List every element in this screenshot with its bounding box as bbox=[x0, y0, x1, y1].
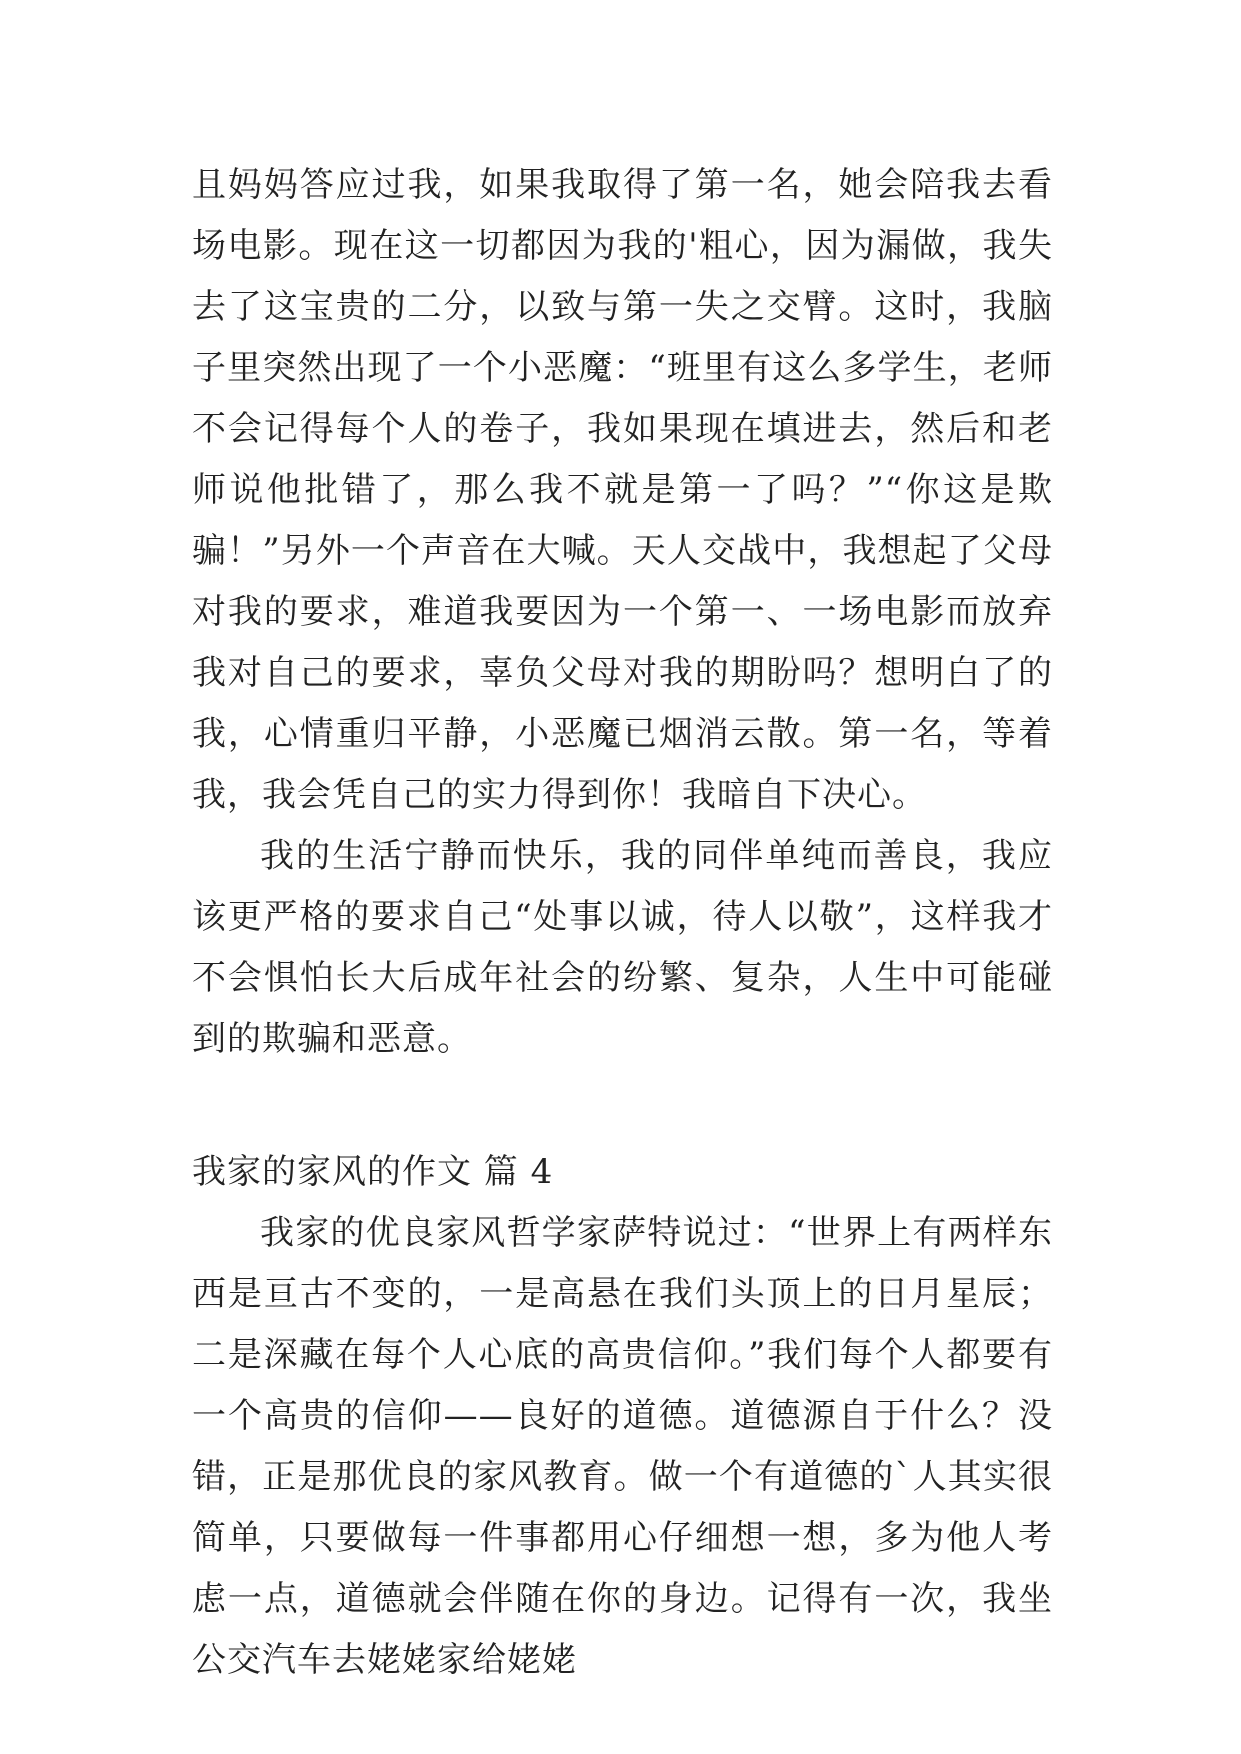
paragraph-family-tradition: 我家的优良家风哲学家萨特说过：“世界上有两样东西是亘古不变的，一是高悬在我们头顶上的日月星辰；二是深藏在每个人心底的高贵信仰。”我们每个人都要有一个高贵的信仰——良好的道德。道德源自于什么？没错，正是那优良的家风教育。做一个有道德的`人其实很简单，只要做每一件事都用心仔细想一想，多为他人考虑一点，道德就会伴随在你的身边。记得有一次，我坐公交汽车去姥姥家给姥姥 bbox=[192, 1213, 1053, 1680]
paragraph-continuation: 且妈妈答应过我，如果我取得了第一名，她会陪我去看场电影。现在这一切都因为我的'粗心，因为漏做，我失去了这宝贵的二分，以致与第一失之交臂。这时，我脑子里突然出现了一个小恶魔：“班里有这么多学生，老师不会记得每个人的卷子，我如果现在填进去，然后和老师说他批错了，那么我不就是第一了吗？”“你这是欺骗！”另外一个声音在大喊。天人交战中，我想起了父母对我的要求，难道我要因为一个第一、一场电影而放弃我对自己的要求，辜负父母对我的期盼吗？想明白了的我，心情重归平静，小恶魔已烟消云散。第一名，等着我，我会凭自己的实力得到你！我暗自下决心。 bbox=[192, 165, 1053, 815]
section-heading: 我家的家风的作文 篇 4 bbox=[192, 1152, 554, 1192]
paragraph-reflection: 我的生活宁静而快乐，我的同伴单纯而善良，我应该更严格的要求自己“处事以诚，待人以敬”，这样我才不会惧怕长大后成年社会的纷繁、复杂，人生中可能碰到的欺骗和恶意。 bbox=[192, 836, 1053, 1059]
document-body bbox=[192, 155, 1053, 1691]
section-spacer bbox=[192, 1070, 1053, 1142]
